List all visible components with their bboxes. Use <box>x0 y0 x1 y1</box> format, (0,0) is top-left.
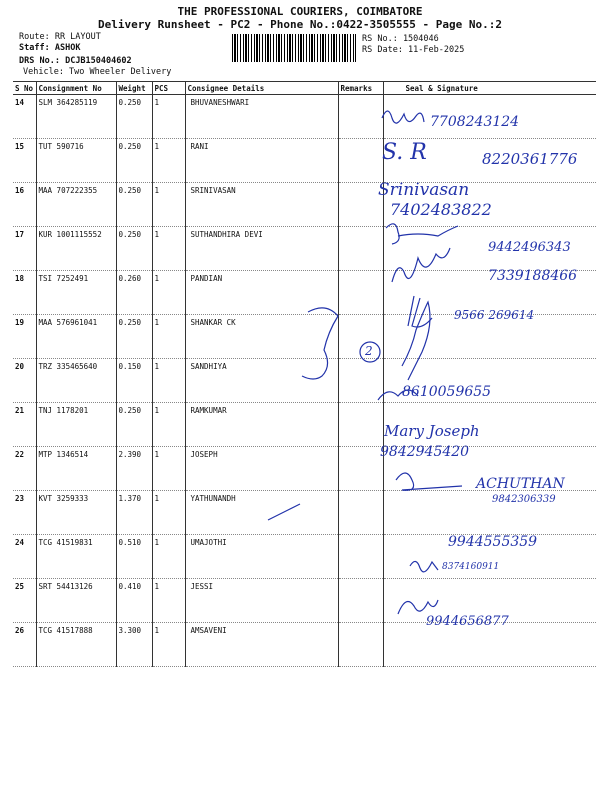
table-row <box>13 359 596 403</box>
cell-signature <box>383 579 596 623</box>
column-header: Remarks <box>338 82 383 95</box>
cell-weight: 0.410 <box>116 579 152 623</box>
cell-sno: 20 <box>13 359 36 403</box>
hw-row25-phone: 8374160911 <box>442 562 500 572</box>
cell-remarks <box>338 447 383 491</box>
column-header: Seal & Signature <box>383 82 596 95</box>
cell-consignment: MAA 707222355 <box>36 183 116 227</box>
table-row <box>13 315 596 359</box>
cell-consignment: KVT 3259333 <box>36 491 116 535</box>
column-header: Consignment No <box>36 82 116 95</box>
hw-row22-name: Mary Joseph <box>384 422 480 440</box>
cell-consignment: KUR 1001115552 <box>36 227 116 271</box>
cell-consignment: TUT 590716 <box>36 139 116 183</box>
hw-row21-phone: 8610059655 <box>402 384 492 400</box>
column-header: Weight <box>116 82 152 95</box>
cell-consignment: TCG 41519831 <box>36 535 116 579</box>
hw-row23-phone: 9842306339 <box>492 494 556 505</box>
cell-remarks <box>338 491 383 535</box>
cell-consignee: UMAJOTHI <box>185 535 338 579</box>
hw-row18-phone: 7339188466 <box>488 268 578 284</box>
hw-row17-phone: 9442496343 <box>488 240 571 255</box>
cell-signature <box>383 271 596 315</box>
cell-pcs: 1 <box>152 315 185 359</box>
cell-signature <box>383 95 596 139</box>
cell-consignee: SHANKAR CK <box>185 315 338 359</box>
cell-consignee: YATHUNANDH <box>185 491 338 535</box>
hw-row16-phone: 7402483822 <box>390 200 492 219</box>
table-row <box>13 139 596 183</box>
table-row <box>13 447 596 491</box>
cell-weight: 0.250 <box>116 315 152 359</box>
table-row <box>13 95 596 139</box>
cell-pcs: 1 <box>152 271 185 315</box>
hw-row26-phone: 9944656877 <box>426 614 509 629</box>
cell-weight: 3.300 <box>116 623 152 667</box>
company-title: THE PROFESSIONAL COURIERS, COIMBATORE <box>177 5 423 18</box>
table-row <box>13 183 596 227</box>
cell-consignment: MTP 1346514 <box>36 447 116 491</box>
table-row <box>13 579 596 623</box>
cell-pcs: 1 <box>152 359 185 403</box>
vehicle-label: Vehicle: Two Wheeler Delivery <box>23 67 172 77</box>
cell-sno: 22 <box>13 447 36 491</box>
cell-consignee: SANDHIYA <box>185 359 338 403</box>
hw-remark-row20: 2 <box>365 344 373 358</box>
cell-signature <box>383 139 596 183</box>
cell-signature <box>383 359 596 403</box>
hw-row19-phone: 9566 269614 <box>454 308 535 322</box>
cell-remarks <box>338 315 383 359</box>
cell-weight: 0.250 <box>116 183 152 227</box>
cell-remarks <box>338 183 383 227</box>
rs-number: RS No.: 1504046 <box>362 34 439 44</box>
cell-signature <box>383 183 596 227</box>
cell-consignee: BHUVANESHWARI <box>185 95 338 139</box>
table-row <box>13 271 596 315</box>
barcode <box>232 34 356 62</box>
cell-pcs: 1 <box>152 579 185 623</box>
runsheet-table <box>13 81 596 667</box>
cell-weight: 0.250 <box>116 403 152 447</box>
cell-signature <box>383 535 596 579</box>
cell-consignee: AMSAVENI <box>185 623 338 667</box>
cell-consignment: SRT 54413126 <box>36 579 116 623</box>
cell-weight: 0.260 <box>116 271 152 315</box>
table-row <box>13 623 596 667</box>
table-row <box>13 535 596 579</box>
cell-sno: 15 <box>13 139 36 183</box>
cell-remarks <box>338 95 383 139</box>
cell-weight: 0.250 <box>116 139 152 183</box>
cell-pcs: 1 <box>152 447 185 491</box>
column-header: S No <box>13 82 36 95</box>
cell-pcs: 1 <box>152 183 185 227</box>
cell-signature <box>383 315 596 359</box>
cell-pcs: 1 <box>152 139 185 183</box>
cell-signature <box>383 227 596 271</box>
cell-sno: 19 <box>13 315 36 359</box>
cell-sno: 16 <box>13 183 36 227</box>
cell-consignment: TSI 7252491 <box>36 271 116 315</box>
cell-consignment: TRZ 335465640 <box>36 359 116 403</box>
cell-consignee: RANI <box>185 139 338 183</box>
cell-remarks <box>338 535 383 579</box>
staff-row <box>19 43 80 53</box>
cell-sno: 18 <box>13 271 36 315</box>
cell-remarks <box>338 227 383 271</box>
cell-sno: 17 <box>13 227 36 271</box>
cell-consignee: RAMKUMAR <box>185 403 338 447</box>
drs-value: DCJB150404602 <box>65 56 132 66</box>
cell-remarks <box>338 579 383 623</box>
cell-sno: 25 <box>13 579 36 623</box>
cell-remarks <box>338 271 383 315</box>
cell-signature <box>383 403 596 447</box>
table-row <box>13 491 596 535</box>
hw-row15-phone: 8220361776 <box>482 150 578 168</box>
hw-row16-name: Srinivasan <box>378 180 470 200</box>
runsheet-subtitle: Delivery Runsheet - PC2 - Phone No.:0422-3505555 - Page No.:2 <box>98 18 502 31</box>
cell-consignment: TNJ 1178201 <box>36 403 116 447</box>
cell-pcs: 1 <box>152 535 185 579</box>
cell-signature <box>383 447 596 491</box>
staff-value: ASHOK <box>54 43 81 53</box>
hw-row22-phone: 9842945420 <box>380 444 470 460</box>
table-row <box>13 403 596 447</box>
table-header-row <box>13 82 596 95</box>
cell-sno: 21 <box>13 403 36 447</box>
route-label: Route: RR LAYOUT <box>19 32 101 42</box>
cell-remarks <box>338 403 383 447</box>
hw-row15-name: S. R <box>382 140 427 165</box>
cell-weight: 1.370 <box>116 491 152 535</box>
cell-weight: 0.150 <box>116 359 152 403</box>
cell-sno: 23 <box>13 491 36 535</box>
cell-remarks <box>338 359 383 403</box>
table-row <box>13 227 596 271</box>
drs-row <box>19 56 132 66</box>
cell-weight: 0.510 <box>116 535 152 579</box>
cell-remarks <box>338 139 383 183</box>
cell-weight: 2.390 <box>116 447 152 491</box>
cell-pcs: 1 <box>152 403 185 447</box>
drs-label: DRS No.: <box>19 56 60 66</box>
cell-pcs: 1 <box>152 227 185 271</box>
hw-row23-name: ACHUTHAN <box>476 476 565 492</box>
cell-pcs: 1 <box>152 491 185 535</box>
cell-sno: 14 <box>13 95 36 139</box>
cell-signature <box>383 623 596 667</box>
staff-label: Staff: <box>19 43 50 53</box>
cell-consignee: PANDIAN <box>185 271 338 315</box>
cell-signature <box>383 491 596 535</box>
cell-consignee: SUTHANDHIRA DEVI <box>185 227 338 271</box>
cell-consignment: TCG 41517888 <box>36 623 116 667</box>
column-header: Consignee Details <box>185 82 338 95</box>
hw-row14-phone: 7708243124 <box>430 114 520 130</box>
cell-sno: 26 <box>13 623 36 667</box>
cell-consignment: MAA 576961041 <box>36 315 116 359</box>
cell-pcs: 1 <box>152 623 185 667</box>
cell-remarks <box>338 623 383 667</box>
cell-weight: 0.250 <box>116 227 152 271</box>
hw-row24-phone: 9944555359 <box>448 534 538 550</box>
cell-consignee: JOSEPH <box>185 447 338 491</box>
cell-sno: 24 <box>13 535 36 579</box>
cell-consignment: SLM 364285119 <box>36 95 116 139</box>
column-header: PCS <box>152 82 185 95</box>
rs-date: RS Date: 11-Feb-2025 <box>362 45 465 55</box>
cell-consignee: SRINIVASAN <box>185 183 338 227</box>
cell-weight: 0.250 <box>116 95 152 139</box>
cell-pcs: 1 <box>152 95 185 139</box>
cell-consignee: JESSI <box>185 579 338 623</box>
